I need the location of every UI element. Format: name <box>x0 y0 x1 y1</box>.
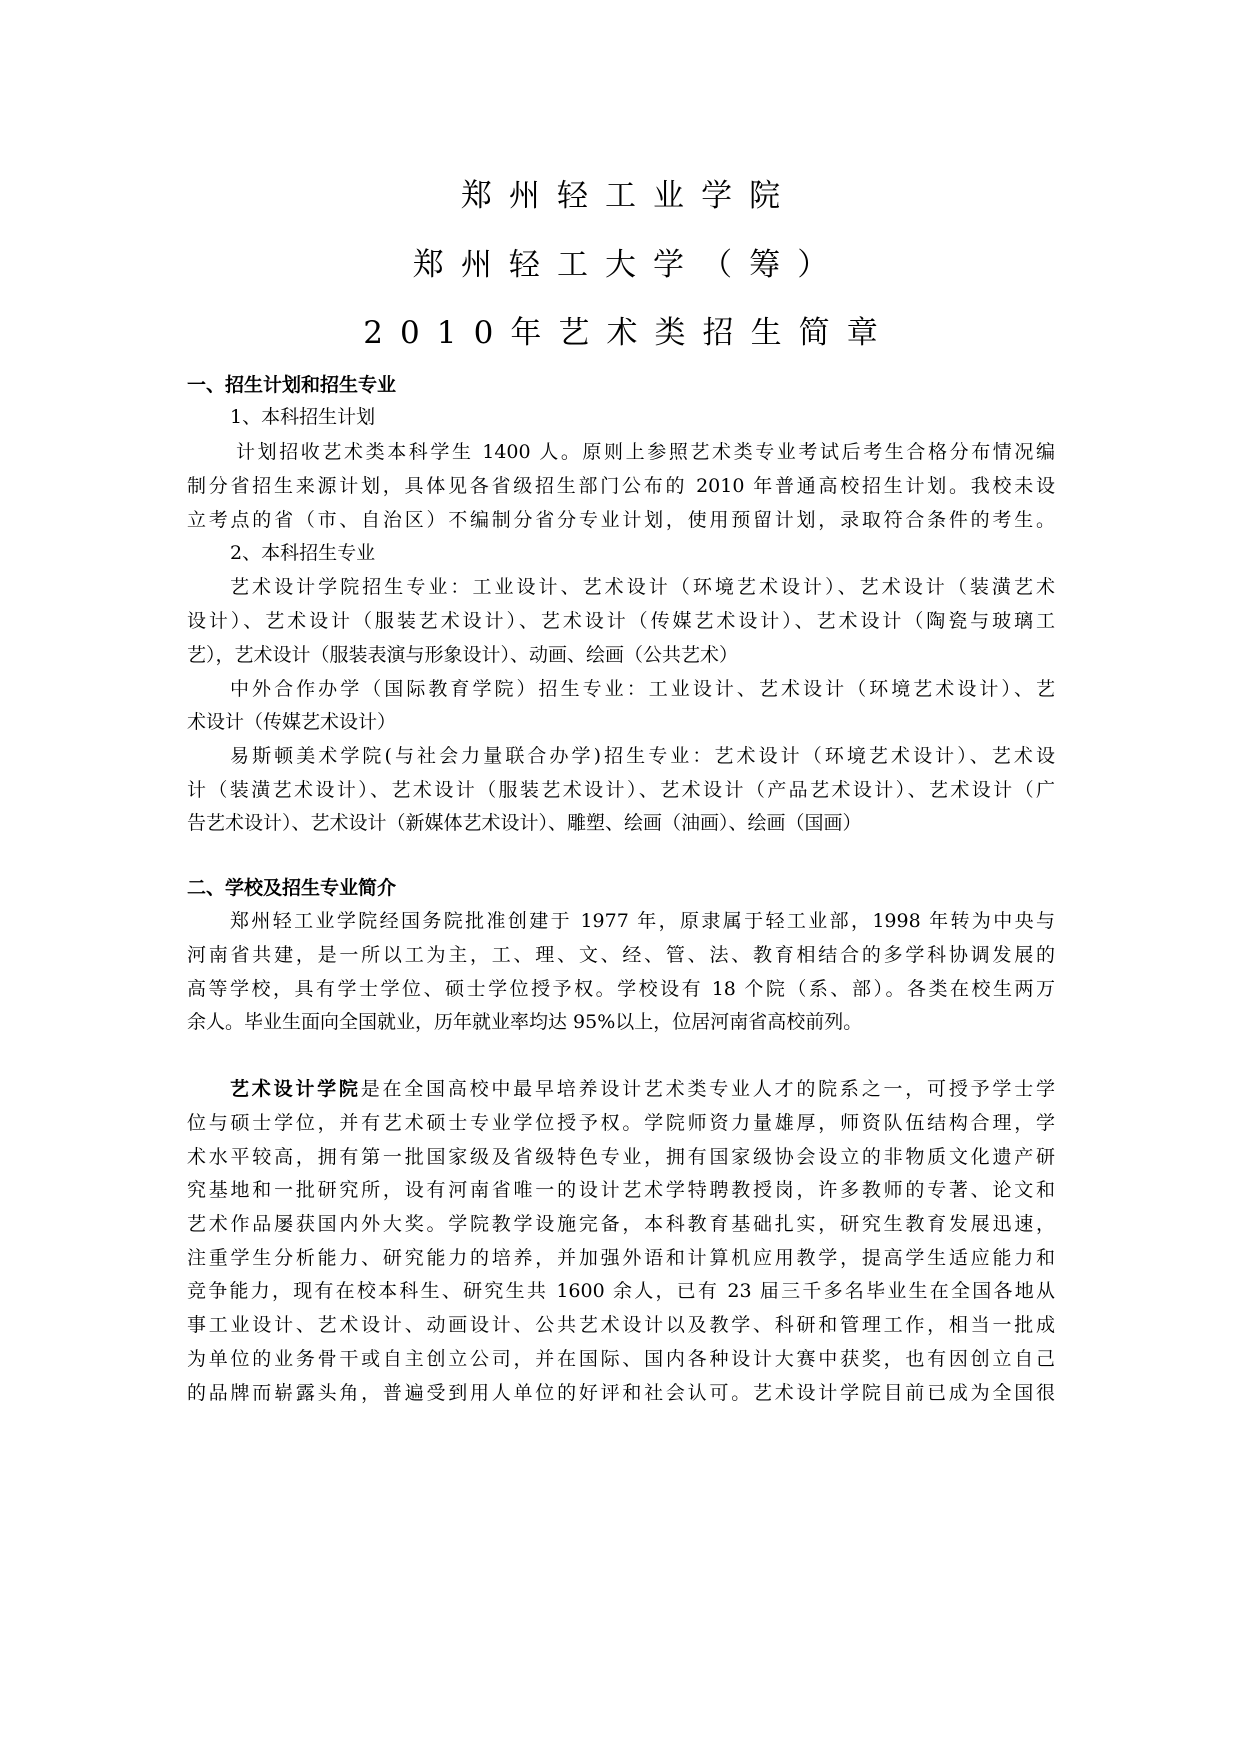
paragraph-line: 计（装潢艺术设计）、艺术设计（服装艺术设计）、艺术设计（产品艺术设计）、艺术设计（广 <box>187 779 1055 801</box>
paragraph-line: 竞争能力，现有在校本科生、研究生共 1600 余人，已有 23 届三千多名毕业生在全国各地从 <box>187 1280 1055 1302</box>
paragraph-line: 注重学生分析能力、研究能力的培养，并加强外语和计算机应用教学，提高学生适应能力和 <box>187 1247 1055 1269</box>
subheading-undergrad-majors: 2、本科招生专业 <box>230 542 376 564</box>
paragraph-line: 位与硕士学位，并有艺术硕士专业学位授予权。学院师资力量雄厚，师资队伍结构合理，学 <box>187 1112 1055 1134</box>
paragraph-line: 术水平较高，拥有第一批国家级及省级特色专业，拥有国家级协会设立的非物质文化遗产研 <box>187 1146 1055 1168</box>
paragraph-line: 事工业设计、艺术设计、动画设计、公共艺术设计以及教学、科研和管理工作，相当一批成 <box>187 1314 1055 1336</box>
paragraph-line: 余人。毕业生面向全国就业，历年就业率均达 95%以上，位居河南省高校前列。 <box>187 1011 863 1033</box>
paragraph-line: 为单位的业务骨干或自主创立公司，并在国际、国内各种设计大赛中获奖，也有因创立自己 <box>187 1348 1055 1370</box>
paragraph-line: 郑州轻工业学院经国务院批准创建于 1977 年，原隶属于轻工业部，1998 年转为中央与 <box>230 910 1055 932</box>
paragraph-line: 的品牌而崭露头角，普遍受到用人单位的好评和社会认可。艺术设计学院目前已成为全国很 <box>187 1382 1055 1404</box>
paragraph-line: 中外合作办学（国际教育学院）招生专业：工业设计、艺术设计（环境艺术设计）、艺 <box>230 678 1055 700</box>
paragraph-line: 究基地和一批研究所，设有河南省唯一的设计艺术学特聘教授岗，许多教师的专著、论文和 <box>187 1179 1055 1201</box>
paragraph-line: 易斯顿美术学院(与社会力量联合办学)招生专业：艺术设计（环境艺术设计）、艺术设 <box>230 745 1055 767</box>
subheading-undergrad-plan: 1、本科招生计划 <box>230 406 376 428</box>
paragraph-line: 设计）、艺术设计（服装艺术设计）、艺术设计（传媒艺术设计）、艺术设计（陶瓷与玻璃工 <box>187 610 1055 632</box>
paragraph-line: 高等学校，具有学士学位、硕士学位授予权。学校设有 18 个院（系、部）。各类在校生两万 <box>187 978 1055 1000</box>
title-admission-brochure: 2010年艺术类招生简章 <box>363 315 895 351</box>
art-design-college-name: 艺术设计学院 <box>230 1078 361 1100</box>
paragraph-lead-rest: 是在全国高校中最早培养设计艺术类专业人才的院系之一，可授予学士学 <box>360 1078 1055 1100</box>
paragraph-line: 告艺术设计）、艺术设计（新媒体艺术设计）、雕塑、绘画（油画）、绘画（国画） <box>187 812 862 834</box>
paragraph-line: 制分省招生来源计划，具体见各省级招生部门公布的 2010 年普通高校招生计划。我校未设 <box>187 475 1055 497</box>
paragraph-line: 艺），艺术设计（服装表演与形象设计）、动画、绘画（公共艺术） <box>187 644 739 666</box>
title-university-name: 郑州轻工大学（筹） <box>412 247 846 283</box>
paragraph-line: 艺术设计学院招生专业：工业设计、艺术设计（环境艺术设计）、艺术设计（装潢艺术 <box>230 576 1055 598</box>
paragraph-line-lead <box>230 1074 1055 1104</box>
section-heading-intro: 二、学校及招生专业简介 <box>187 877 397 899</box>
paragraph-line: 术设计（传媒艺术设计） <box>187 711 397 733</box>
title-college-name: 郑州轻工业学院 <box>460 178 798 214</box>
paragraph-line: 立考点的省（市、自治区）不编制分省分专业计划，使用预留计划，录取符合条件的考生。 <box>187 509 1055 531</box>
paragraph-line: 艺术作品屡获国内外大奖。学院教学设施完备，本科教育基础扎实，研究生教育发展迅速， <box>187 1213 1055 1235</box>
section-heading-plan: 一、招生计划和招生专业 <box>187 374 397 396</box>
paragraph-line: 河南省共建，是一所以工为主，工、理、文、经、管、法、教育相结合的多学科协调发展的 <box>187 944 1055 966</box>
paragraph-line: 计划招收艺术类本科学生 1400 人。原则上参照艺术类专业考试后考生合格分布情况编 <box>236 441 1055 463</box>
